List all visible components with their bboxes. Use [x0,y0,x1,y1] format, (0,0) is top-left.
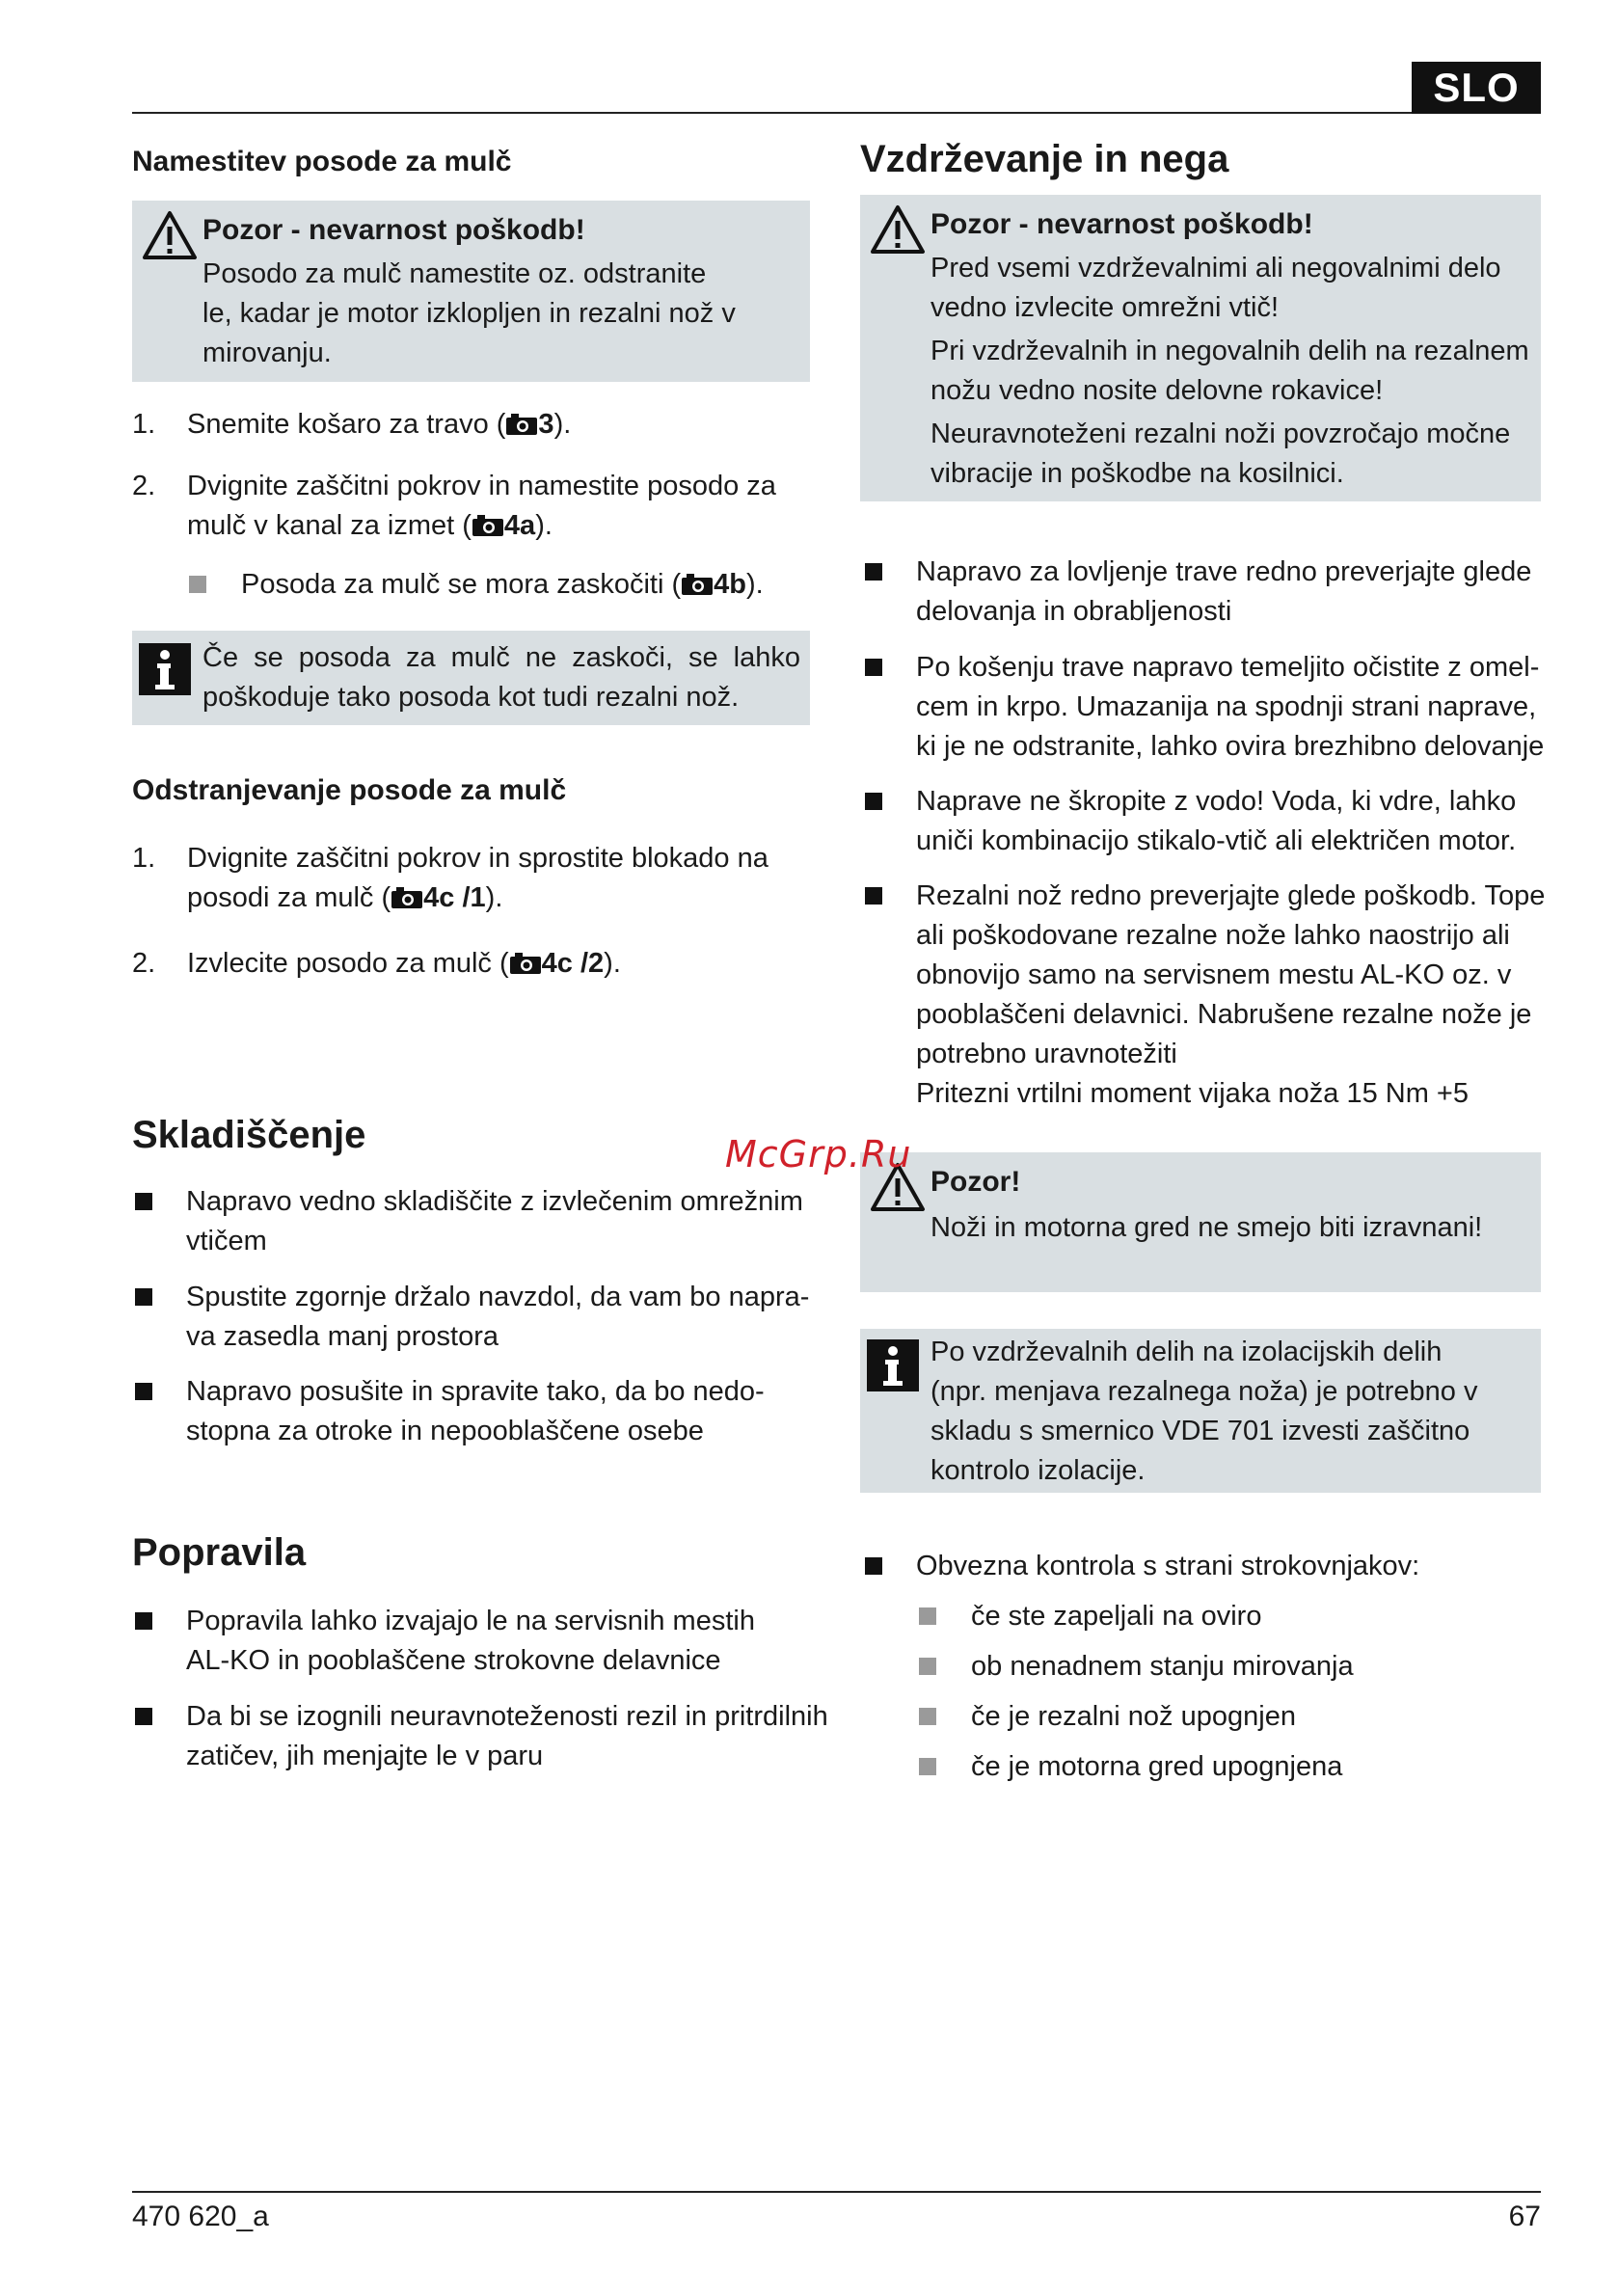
repairs-heading: Popravila [132,1531,307,1574]
warning-title: Pozor - nevarnost poškodb! [930,208,1313,240]
repairs-item-2: Da bi se izognili neuravnoteženosti rezil in pritrdilnih zatičev, jih menjajte le v paru [186,1701,828,1771]
expert-check-title: Obvezna kontrola s strani strokovnjakov: [916,1551,1420,1581]
bullet [865,1557,882,1575]
bullet [865,887,882,905]
maintenance-item-2: Po košenju trave napravo temeljito očistite z omel- cem in krpo. Umazanija na spodnji strani naprave, ki je ne odstranite, lahko ovira brezhibno delovanje [916,652,1545,762]
warning-text: Posodo za mulč namestite oz. odstranite le, kadar je motor izklopljen in rezalni nož v mirovanju. [202,258,736,368]
bullet [865,563,882,581]
expert-check-item: če je motorna gred upognjena [971,1751,1343,1782]
info-box-insulation [860,1329,1541,1493]
sub-bullet [189,576,206,593]
camera-icon [391,886,423,909]
warning-box-mulch [132,201,810,382]
storage-item-1: Napravo vedno skladiščite z izvlečenim omrežnim vtičem [186,1186,803,1256]
info-text: Če se posoda za mulč ne zaskoči, se lahko poškoduje tako posoda kot tudi rezalni nož. [202,642,800,713]
header-rule [132,112,1541,114]
bullet [135,1288,152,1306]
storage-heading: Skladiščenje [132,1114,366,1156]
sub-bullet [919,1607,936,1625]
repairs-item-1: Popravila lahko izvajajo le na servisnih mestih AL-KO in pooblaščene strokovne delavnice [186,1606,755,1676]
camera-icon [472,514,504,537]
bullet [135,1612,152,1630]
sub-bullet [919,1658,936,1675]
bullet [865,793,882,810]
watermark: McGrp.Ru [725,1133,912,1175]
mulch-install-substep: Posoda za mulč se mora zaskočiti ( 4b). [241,569,764,600]
warning-box-blades [860,1152,1541,1292]
expert-check-item: ob nenadnem stanju mirovanja [971,1651,1354,1682]
bullet [135,1708,152,1725]
language-tag: SLO [1412,62,1541,114]
mulch-install-heading: Namestitev posode za mulč [132,146,512,177]
bullet [865,659,882,676]
info-text: Po vzdrževalnih delih na izolacijskih delih (npr. menjava rezalnega noža) je potrebno v skladu s smernico VDE 701 izvesti zaščitno kontrolo izolacije. [930,1337,1478,1486]
mulch-remove-heading: Odstranjevanje posode za mulč [132,774,567,806]
doc-number: 470 620_a [132,2201,269,2232]
maintenance-item-3: Naprave ne škropite z vodo! Voda, ki vdre, lahko uniči kombinacijo stikalo-vtič ali električen motor. [916,786,1517,856]
sub-bullet [919,1758,936,1775]
storage-item-2: Spustite zgornje držalo navzdol, da vam bo napra- va zasedla manj prostora [186,1282,810,1352]
warning-triangle-icon [870,204,926,255]
expert-check-item: če je rezalni nož upognjen [971,1701,1296,1732]
storage-item-3: Napravo posušite in spravite tako, da bo nedo- stopna za otroke in nepooblaščene osebe [186,1376,765,1446]
warning-title: Pozor - nevarnost poškodb! [202,214,585,246]
maintenance-heading: Vzdrževanje in nega [860,138,1229,180]
info-box-mulch [132,631,810,725]
camera-icon [509,952,542,975]
maintenance-item-4: Rezalni nož redno preverjajte glede poškodb. Tope ali poškodovane rezalne nože lahko naostrijo ali obnovijo samo na servisnem mestu AL-KO oz. v pooblaščeni delavnici. Nabrušene rezalne nože je potrebno uravnotežiti Pritezni vrtilni moment vijaka noža 15 Nm +5 [916,880,1546,1109]
maintenance-item-1: Napravo za lovljenje trave redno preverjajte glede delovanja in obrabljenosti [916,556,1532,627]
warning-title: Pozor! [930,1166,1021,1198]
warning-text: Noži in motorna gred ne smejo biti izravnani! [930,1212,1483,1243]
camera-icon [681,573,714,596]
warning-text: Pred vsemi vzdrževalnimi ali negovalnimi delo vedno izvlecite omrežni vtič! Pri vzdrževalnih in negovalnih delih na rezalnem nožu vedno nosite delovne rokavice! Neuravnoteženi rezalni noži povzročajo močne vibracije in poškodbe na kosilnici. [930,253,1529,489]
info-icon [866,1338,920,1392]
expert-check-item: če ste zapeljali na oviro [971,1601,1262,1632]
camera-icon [505,413,538,436]
bullet [135,1193,152,1210]
sub-bullet [919,1708,936,1725]
footer-rule [132,2191,1541,2193]
warning-triangle-icon [142,210,198,260]
bullet [135,1383,152,1400]
page-number: 67 [1508,2201,1541,2232]
info-icon [138,642,192,696]
warning-box-maintenance [860,195,1541,501]
